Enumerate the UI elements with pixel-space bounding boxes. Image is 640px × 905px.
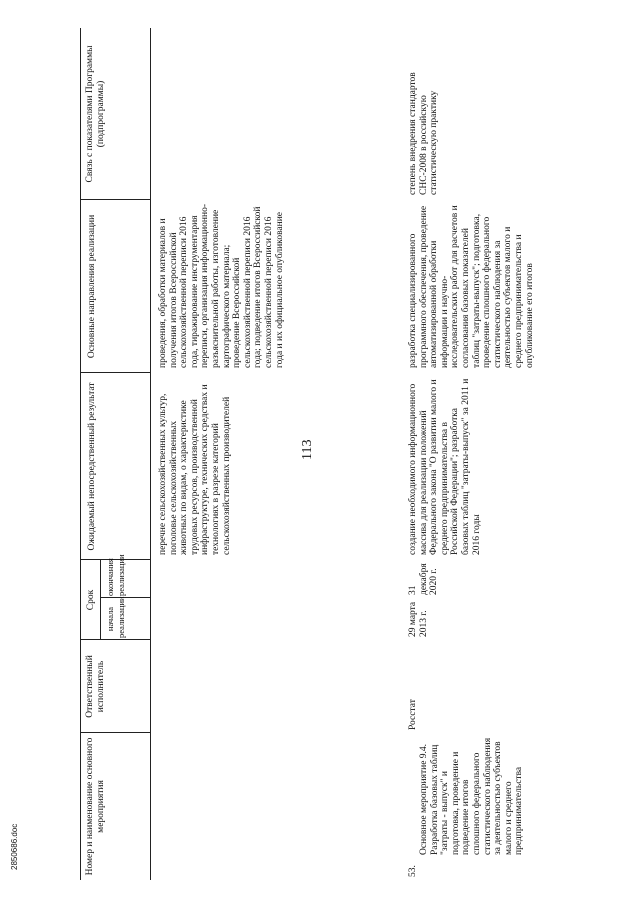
rotated-table-canvas bbox=[22, 28, 622, 880]
row-53-executor: Росстат bbox=[408, 699, 418, 730]
row-53-result: создание необходимого информационного массива для реализации положений Федерального закона "О развитии малого и среднего предпринимательства в Российской Федерации"; разработка базовых таблиц "затраты-выпуск" за 2011 и 2016 годы bbox=[408, 378, 482, 555]
row-53-name: Основное мероприятие 9.4. Разработка базовых таблиц "затраты - выпуск" и подготовка, проведение и подведение итогов сплошного федерального статистического наблюдения за деятельностью субъектов малого и среднего предпринимательства bbox=[419, 737, 525, 855]
row-53-indicators: степень внедрения стандартов СНС-2008 в российскую статистическую практику bbox=[408, 72, 440, 195]
header-bottom-border bbox=[150, 28, 151, 880]
row-53-start: 29 марта 2013 г. bbox=[408, 601, 429, 637]
row-53-directions: разработка специализированного программного обеспечения, проведение автоматизированной обработки информации и научно-исследовательских работ для расчетов и согласования базовых показателей таблиц "затраты-выпуск"; подготовка, проведение сплошного федерального статистического наблюдения за деятельностью субъектов малого и среднего предпринимательства и опубликование его итогов bbox=[408, 205, 535, 368]
header-expected-result: Ожидаемый непосредственный результат bbox=[87, 382, 97, 551]
header-top-border bbox=[80, 28, 81, 880]
row-53-number: 53. bbox=[408, 865, 418, 877]
header-term: Срок bbox=[86, 589, 96, 611]
prev-row-result: перечне сельскохозяйственных культур, поголовье сельскохозяйственных животных по видам, о характеристике трудовых ресурсов, производственной инфраструктуре, технических средствах и технологиях в разрезе категорий сельскохозяйственных производителей bbox=[158, 384, 232, 555]
header-end: окончания реализации bbox=[105, 554, 126, 596]
document-filename: 2850686.doc bbox=[10, 823, 19, 870]
prev-row-directions: проведения, обработки материалов и получения итогов Всероссийской сельскохозяйственной переписи 2016 года, тиражирование инструментария переписи, организация информационно-разъяснительной работы, изготовление картографического материала; проведение Всероссийской сельскохозяйственной переписи 2016 года; подведение итогов Всероссийской сельскохозяйственной переписи 2016 года и их официальное опубликование bbox=[158, 204, 285, 368]
header-start: начала реализации bbox=[105, 596, 126, 638]
header-executor: Ответственный исполнитель bbox=[85, 655, 106, 718]
header-number-name: Номер и наименование основного мероприятия bbox=[85, 737, 106, 876]
header-indicators: Связь с показателями Программы (подпрограммы) bbox=[85, 45, 106, 183]
page-number: 113 bbox=[300, 439, 315, 460]
header-directions: Основные направления реализации bbox=[87, 214, 97, 359]
row-53-end: 31 декабря 2020 г. bbox=[408, 563, 440, 595]
